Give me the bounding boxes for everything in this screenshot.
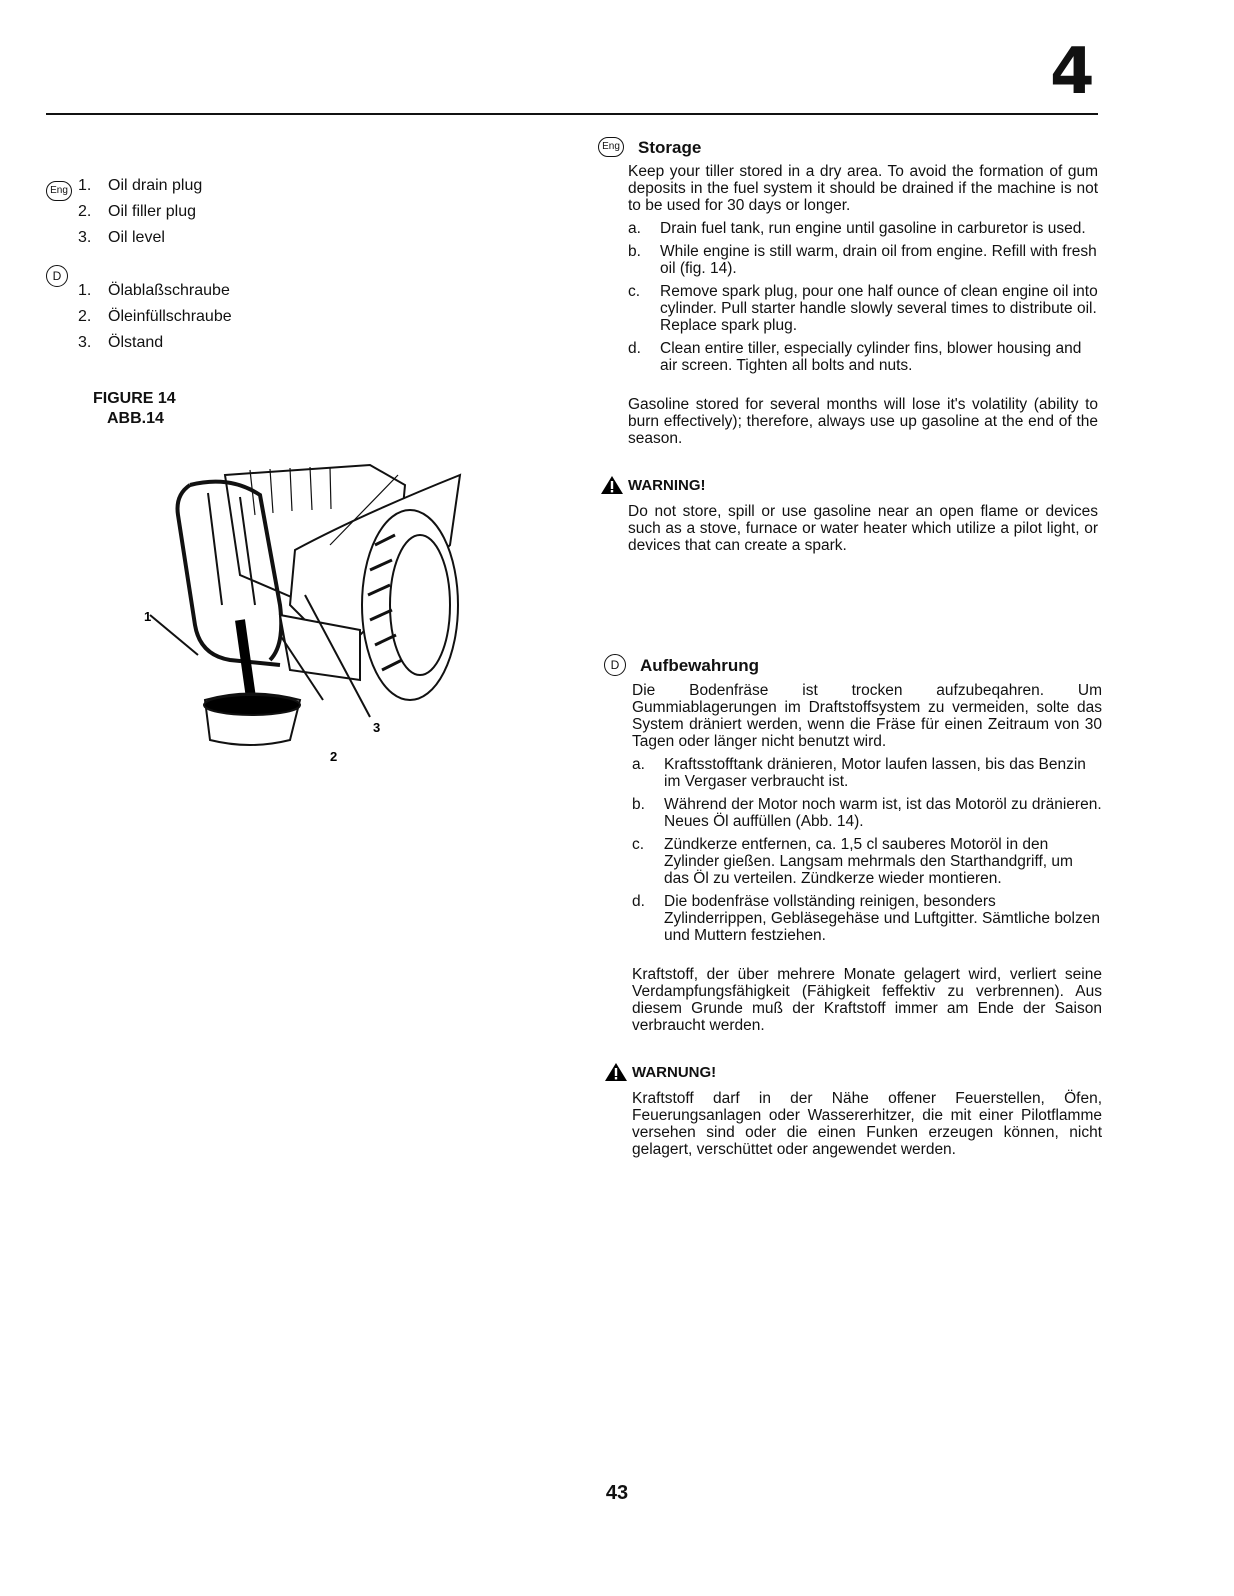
storage-heading (598, 137, 1098, 157)
aufbewahrung-heading (604, 654, 1102, 676)
warning-triangle-icon (600, 475, 624, 495)
header-rule (46, 113, 1098, 115)
storage-note: Gasoline stored for several months will lose it's volatility (ability to burn effectively); therefore, always use up gasoline at the end of the season. (628, 396, 1098, 447)
figure-caption-en: FIGURE 14 (93, 390, 176, 407)
aufbewahrung-step: a. Kraftsstofftank dränieren, Motor laufen lassen, bis das Benzin im Vergaser verbraucht ist. (632, 756, 1086, 790)
callout-3-label: 3 (373, 720, 381, 735)
storage-step: b. While engine is still warm, drain oil from engine. Refill with fresh oil (fig. 14). (628, 243, 1097, 277)
chapter-number: 4 (1050, 35, 1095, 109)
german-language-icon: D (604, 654, 626, 676)
legend-item: 3. Oil level (78, 229, 165, 246)
callout-1-label: 1 (144, 609, 152, 624)
warning-triangle-icon (604, 1062, 628, 1082)
legend-item: 1. Oil drain plug (78, 177, 203, 194)
legend-item: 2. Öleinfüllschraube (78, 308, 232, 325)
german-legend (78, 278, 232, 356)
storage-step: a. Drain fuel tank, run engine until gasoline in carburetor is used. (628, 220, 1086, 237)
legend-item: 1. Ölablaßschraube (78, 282, 230, 299)
callout-2-label: 2 (330, 749, 338, 764)
page-number: 43 (605, 1482, 629, 1504)
german-language-icon: D (46, 265, 68, 287)
english-legend (78, 173, 202, 251)
aufbewahrung-intro: Die Bodenfräse ist trocken aufzubeqahren. Um Gummiablagerungen im Draftstoffsystem zu vermeiden, solte das System dräniert werden, wenn die Fräse für einen Zeitraum von 30 Tagen oder länger nicht benutzt wird. (632, 682, 1102, 750)
figure-caption-de: ABB.14 (107, 410, 164, 427)
aufbewahrung-step: b. Während der Motor noch warm ist, ist das Motoröl zu dränieren. Neues Öl auffüllen (Abb. 14). (632, 796, 1102, 830)
warning-title: WARNUNG! (632, 1063, 717, 1081)
tiller-oil-drain-illustration (130, 455, 480, 775)
aufbewahrung-section (610, 654, 1102, 1158)
storage-intro: Keep your tiller stored in a dry area. To avoid the formation of gum deposits in the fuel system it should be drained if the machine is not to be used for 30 days or longer. (628, 163, 1098, 214)
storage-title: Storage (638, 137, 702, 157)
storage-section (602, 137, 1098, 554)
english-language-icon: Eng (598, 137, 624, 157)
aufbewahrung-step: d. Die bodenfräse vollständing reinigen, besonders Zylinderrippen, Gebläsegehäse und Luftgitter. Sämtliche bolzen und Muttern festziehen. (632, 893, 1100, 944)
aufbewahrung-warning-text: Kraftstoff darf in der Nähe offener Feuerstellen, Öfen, Feuerungsanlagen oder Wassererhitzer, die mit einer Pilotflamme versehen sind oder die einen Funken erzeugen können, nicht gelagert, verschüttet oder angewendet werden. (632, 1090, 1102, 1158)
warning-title: WARNING! (628, 476, 706, 494)
legend-item: 3. Ölstand (78, 334, 164, 351)
legend-item: 2. Oil filler plug (78, 203, 197, 220)
storage-step: c. Remove spark plug, pour one half ounce of clean engine oil into cylinder. Pull starter handle slowly several times to distribute oil. Replace spark plug. (628, 283, 1098, 334)
aufbewahrung-warning-heading (604, 1062, 1102, 1082)
aufbewahrung-title: Aufbewahrung (640, 655, 759, 675)
storage-warning-heading (600, 475, 1098, 495)
storage-warning-text: Do not store, spill or use gasoline near an open flame or devices such as a stove, furnace or water heater which utilize a pilot light, or devices that can create a spark. (628, 503, 1098, 554)
english-language-icon: Eng (46, 181, 72, 201)
storage-step: d. Clean entire tiller, especially cylinder fins, blower housing and air screen. Tighten all bolts and nuts. (628, 340, 1082, 374)
aufbewahrung-note: Kraftstoff, der über mehrere Monate gelagert wird, verliert seine Verdampfungsfähigkeit (Fähigkeit feffektiv zu verbrennen). Aus diesem Grunde muß der Kraftstoff immer am Ende der Saison verbraucht werden. (632, 966, 1102, 1034)
aufbewahrung-step: c. Zündkerze entfernen, ca. 1,5 cl sauberes Motoröl in den Zylinder gießen. Langsam mehrmals den Starthandgriff, um das Öl zu verteilen. Zündkerze wieder montieren. (632, 836, 1073, 887)
